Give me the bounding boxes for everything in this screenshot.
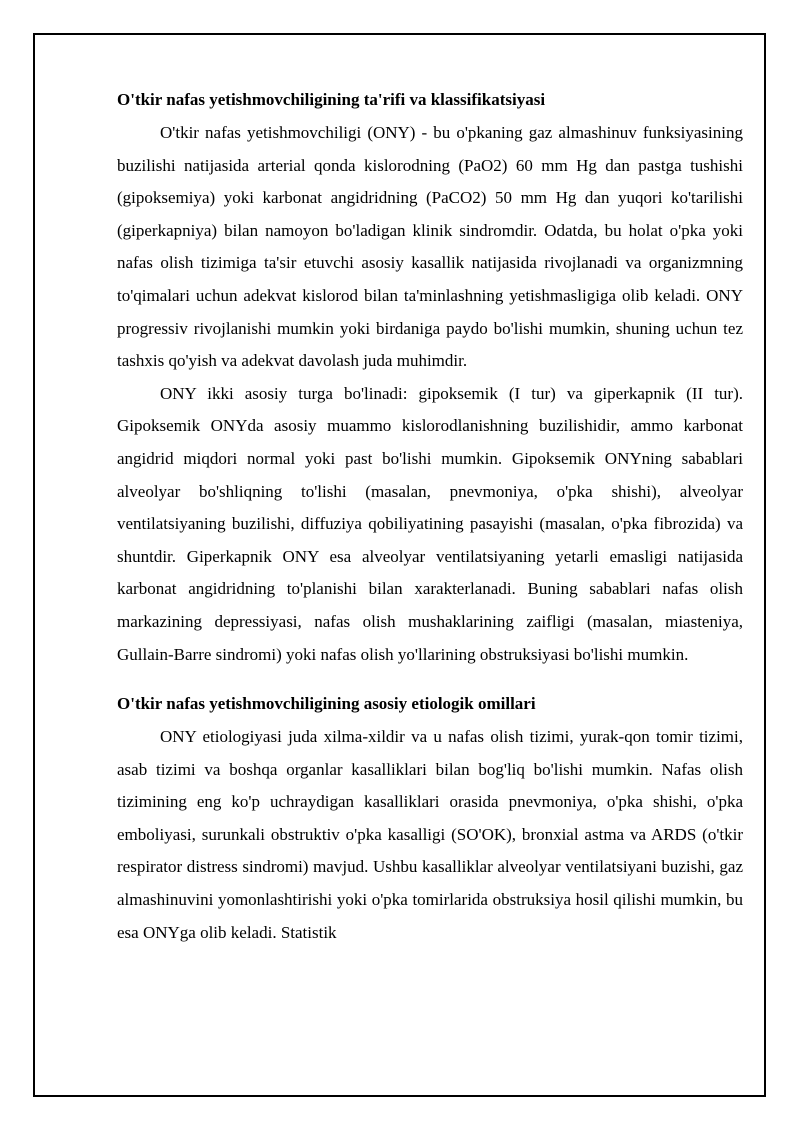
section-heading-definition: O'tkir nafas yetishmovchiligining ta'rifi va klassifikatsiyasi <box>117 90 546 109</box>
paragraph-classification: ONY ikki asosiy turga bo'linadi: gipoksemik (I tur) va giperkapnik (II tur). Gipoksemik ONYda asosiy muammo kislorodlanishning buzilishidir, ammo karbonat angidrid miqdori normal yoki past bo'lishi mumkin. Gipoksemik ONYning sabablari alveolyar bo'shliqning to'lishi (masalan, pnevmoniya, o'pka shishi), alveolyar ventilatsiyaning buzilishi, diffuziya qobiliyatining pasayishi (masalan, o'pka fibrozida) va shuntdir. Giperkapnik ONY esa alveolyar ventilatsiyaning yetarli emasligi natijasida karbonat angidridning to'planishi bilan xarakterlanadi. Buning sabablari nafas olish markazining depressiyasi, nafas olish mushaklarining zaifligi (masalan, miasteniya, Gullain-Barre sindromi) yoki nafas olish yo'llarining obstruksiyasi bo'lishi mumkin. <box>117 383 743 664</box>
paragraph-definition: O'tkir nafas yetishmovchiligi (ONY) - bu o'pkaning gaz almashinuv funksiyasining buzilishi natijasida arterial qonda kislorodning (PaO2) 60 mm Hg dan pastga tushishi (gipoksemiya) yoki karbonat angidridning (PaCO2) 50 mm Hg dan yuqori ko'tarilishi (giperkapniya) bilan namoyon bo'ladigan klinik sindromdir. Odatda, bu holat o'pka yoki nafas olish tizimiga ta'sir etuvchi asosiy kasallik natijasida rivojlanadi va organizmning to'qimalari uchun adekvat kislorod bilan ta'minlashning yetishmasligiga olib keladi. ONY progressiv rivojlanishi mumkin yoki birdaniga paydo bo'lishi mumkin, shuning uchun tez tashxis qo'yish va adekvat davolash juda muhimdir. <box>117 123 743 371</box>
section-heading-etiology: O'tkir nafas yetishmovchiligining asosiy etiologik omillari <box>117 694 536 714</box>
document-body <box>117 84 743 949</box>
paragraph-etiology: ONY etiologiyasi juda xilma-xildir va u nafas olish tizimi, yurak-qon tomir tizimi, asab tizimi va boshqa organlar kasalliklari bilan bog'liq bo'lishi mumkin. Nafas olish tizimining eng ko'p uchraydigan kasalliklari orasida pnevmoniya, o'pka shishi, o'pka emboliyasi, surunkali obstruktiv o'pka kasalligi (SO'OK), bronxial astma va ARDS (o'tkir respirator distress sindromi) mavjud. Ushbu kasalliklar alveolyar ventilatsiyani buzishi, gaz almashinuvini yomonlashtirishi yoki o'pka tomirlarida obstruksiya hosil qilishi mumkin, bu esa ONYga olib keladi. Statistik <box>117 727 743 942</box>
